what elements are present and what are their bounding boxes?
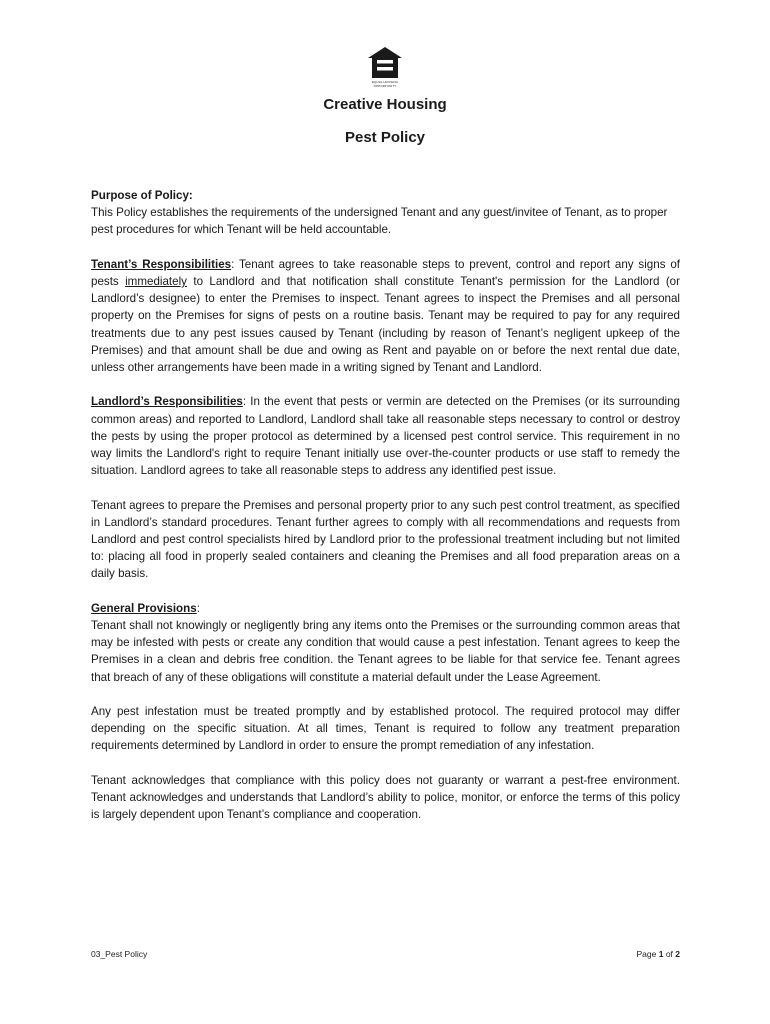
logo-caption-line2: OPPORTUNITY xyxy=(373,83,397,88)
tenant-emphasis-immediately: immediately xyxy=(125,275,187,288)
logo-caption xyxy=(366,81,404,88)
infestation-paragraph: Any pest infestation must be treated promptly and by established protocol. The required protocol may differ depending on the specific situation. At all times, Tenant is required to follow any treatment preparation requirements determined by Landlord in order to ensure the prompt remediation of any infestation. xyxy=(91,705,680,753)
general-provisions-colon: : xyxy=(196,601,200,615)
tenant-responsibilities-heading: Tenant’s Responsibilities xyxy=(91,257,232,271)
general-provisions-text: Tenant shall not knowingly or negligently bring any items onto the Premises or the surrounding common areas that may be infested with pests or create any condition that would cause a pest infestation. Tenant agrees to keep the Premises in a clean and debris free condition. the Tenant agrees to be liable for that service fee. Tenant agrees that breach of any of these obligations will constitute a material default under the Lease Agreement. xyxy=(91,619,680,684)
prepare-paragraph: Tenant agrees to prepare the Premises and personal property prior to any such pest control treatment, as specified in Landlord’s standard procedures. Tenant further agrees to comply with all recommendations and requests from Landlord and pest control specialists hired by Landlord prior to the professional treatment including but not limited to: placing all food in properly sealed containers and cleaning the Premises and all food preparation areas on a daily basis. xyxy=(91,498,680,581)
tenant-responsibilities-section xyxy=(91,256,680,376)
acknowledgement-paragraph: Tenant acknowledges that compliance with this policy does not guaranty or warrant a pest-free environment. Tenant acknowledges and understands that Landlord’s ability to police, monitor, or enforce the terms of this policy is largely dependent upon Tenant’s compliance and cooperation. xyxy=(91,773,680,822)
footer-document-name: 03_Pest Policy xyxy=(91,949,148,959)
footer-page-prefix: Page xyxy=(636,949,659,959)
purpose-heading: Purpose of Policy: xyxy=(91,189,193,202)
tenant-text-a: : Tenant agrees to take reasonable steps to prevent, control and report any signs of pests xyxy=(91,257,680,288)
footer-page-total: 2 xyxy=(675,949,680,959)
footer-page-current: 1 xyxy=(658,949,664,959)
general-provisions-heading: General Provisions xyxy=(91,601,197,615)
footer-page-number xyxy=(637,949,681,959)
equal-housing-logo xyxy=(366,46,404,92)
footer-page-of: of xyxy=(663,949,676,959)
landlord-responsibilities-section xyxy=(91,393,680,479)
document-title: Creative Housing xyxy=(323,96,447,113)
document-subtitle: Pest Policy xyxy=(344,129,426,146)
landlord-text: : In the event that pests or vermin are detected on the Premises (or its surrounding common areas) and reported to Landlord, Landlord shall take all reasonable steps necessary to control or destroy the pests by using the proper protocol as determined by a licensed pest control service. This requirement in no way limits the Landlord's right to require Tenant initially use over-the-counter products or use staff to remedy the situation. Landlord agrees to take all reasonable steps to address any identified pest issue. xyxy=(91,395,680,478)
general-provisions-section xyxy=(91,600,680,686)
purpose-section xyxy=(91,187,680,239)
equal-housing-house-icon xyxy=(366,46,404,80)
document-body xyxy=(91,187,680,841)
logo-caption-line1: EQUAL HOUSING xyxy=(371,80,399,84)
landlord-responsibilities-heading: Landlord’s Responsibilities xyxy=(91,395,243,409)
tenant-text-b: to Landlord and that notification shall constitute Tenant's permission for the Landlord (or Landlord’s designee) to enter the Premises to inspect. Tenant agrees to inspect the Premises and all personal property on the Premises for signs of pests on a routine basis. Tenant may be required to pay for any required treatments due to any pest issues caused by Tenant (including by reason of Tenant’s negligent upkeep of the Premises) and that amount shall be due and owing as Rent and payable on or before the next rental due date, unless other arrangements have been made in a writing signed by Tenant and Landlord. xyxy=(91,275,680,375)
purpose-text: This Policy establishes the requirements of the undersigned Tenant and any guest/invitee of Tenant, as to proper pest procedures for which Tenant will be held accountable. xyxy=(91,206,668,237)
